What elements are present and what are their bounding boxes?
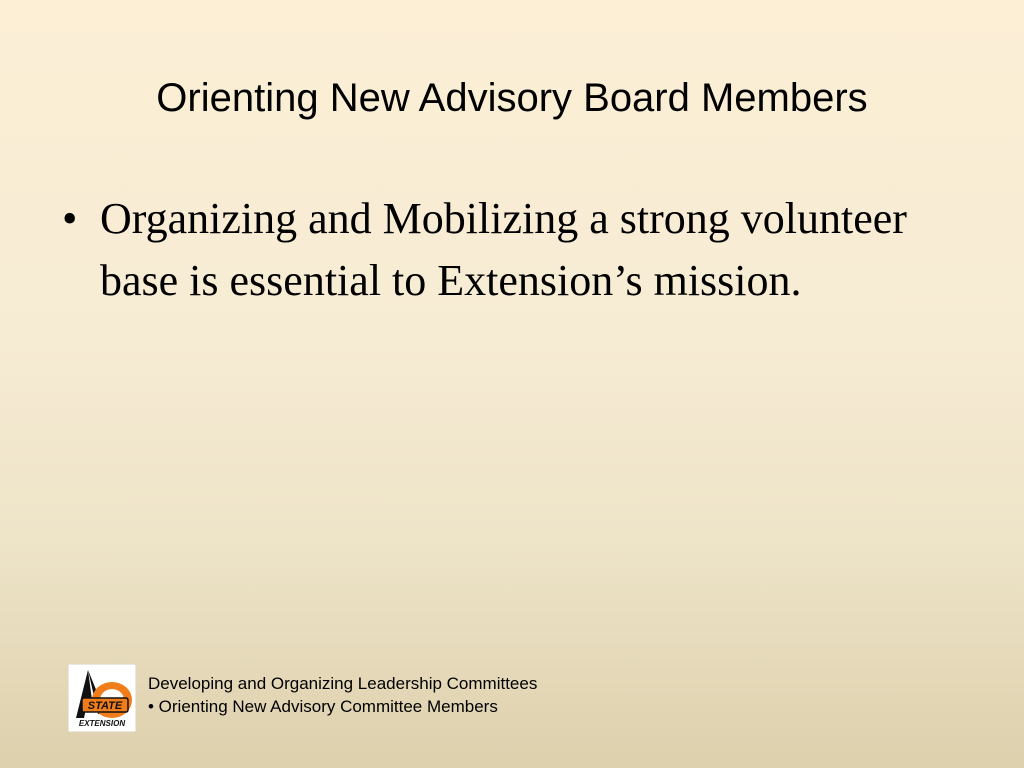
bullet-item: [62, 188, 962, 312]
footer-text: [148, 672, 537, 718]
footer-line-2: • Orienting New Advisory Committee Members: [148, 697, 498, 716]
slide-title: Orienting New Advisory Board Members: [156, 76, 868, 120]
footer: [68, 664, 537, 732]
bullet-list: [62, 188, 962, 312]
bullet-marker: •: [62, 194, 78, 243]
logo-word-state: STATE: [87, 700, 123, 712]
bullet-text: Organizing and Mobilizing a strong volunteer base is essential to Extension’s mission.: [100, 194, 907, 305]
footer-line-1: Developing and Organizing Leadership Committees: [148, 674, 538, 693]
logo-word-extension: EXTENSION: [78, 719, 126, 728]
osu-extension-logo: [68, 664, 136, 732]
